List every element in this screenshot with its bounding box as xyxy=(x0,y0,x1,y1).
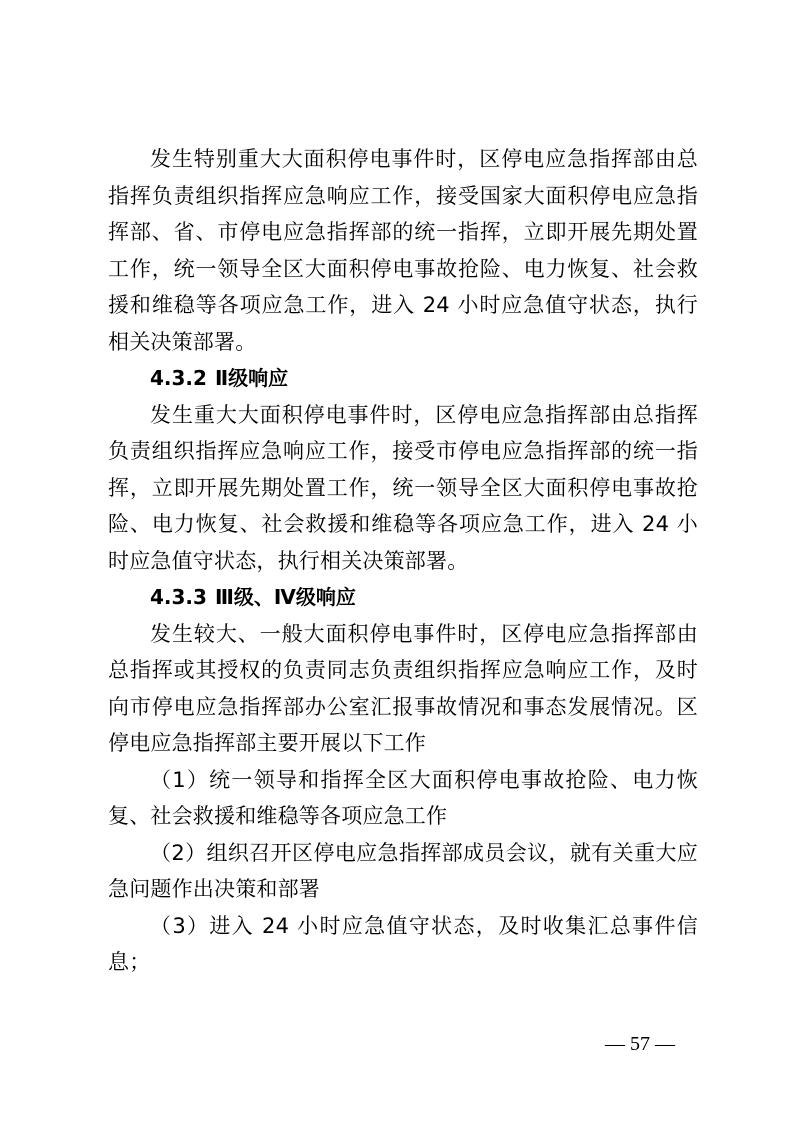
heading-4-3-3-number: 4.3.3 xyxy=(150,585,207,609)
heading-4-3-2-title: Ⅱ级响应 xyxy=(215,366,289,390)
document-body xyxy=(108,141,698,981)
list-item-2: （2）组织召开区停电应急指挥部成员会议，就有关重大应急问题作出决策和部署 xyxy=(108,840,698,901)
paragraph-level-3-4-response: 发生较大、一般大面积停电事件时，区停电应急指挥部由总指挥或其授权的负责同志负责组织指挥应急响应工作，及时向市停电应急指挥部办公室汇报事故情况和事态发展情况。区停电应急指挥部主要开展以下工作 xyxy=(108,621,698,755)
list-item-1: （1）统一领导和指挥全区大面积停电事故抢险、电力恢复、社会救援和维稳等各项应急工作 xyxy=(108,767,698,828)
paragraph-level-2-response: 发生重大大面积停电事件时，区停电应急指挥部由总指挥负责组织指挥应急响应工作，接受市停电应急指挥部的统一指挥，立即开展先期处置工作，统一领导全区大面积停电事故抢险、电力恢复、社会救援和维稳等各项应急工作，进入 24 小时应急值守状态，执行相关决策部署。 xyxy=(108,402,698,573)
heading-4-3-3 xyxy=(108,579,698,616)
page-number: — 57 — xyxy=(605,1033,675,1055)
heading-4-3-2 xyxy=(108,360,698,397)
heading-4-3-3-title: Ⅲ级、Ⅳ级响应 xyxy=(215,585,356,609)
list-item-3: （3）进入 24 小时应急值守状态，及时收集汇总事件信息； xyxy=(108,913,698,974)
heading-4-3-2-number: 4.3.2 xyxy=(150,366,207,390)
paragraph-level-1-response: 发生特别重大大面积停电事件时，区停电应急指挥部由总指挥负责组织指挥应急响应工作，接受国家大面积停电应急指挥部、省、市停电应急指挥部的统一指挥，立即开展先期处置工作，统一领导全区大面积停电事故抢险、电力恢复、社会救援和维稳等各项应急工作，进入 24 小时应急值守状态，执行相关决策部署。 xyxy=(108,147,698,354)
